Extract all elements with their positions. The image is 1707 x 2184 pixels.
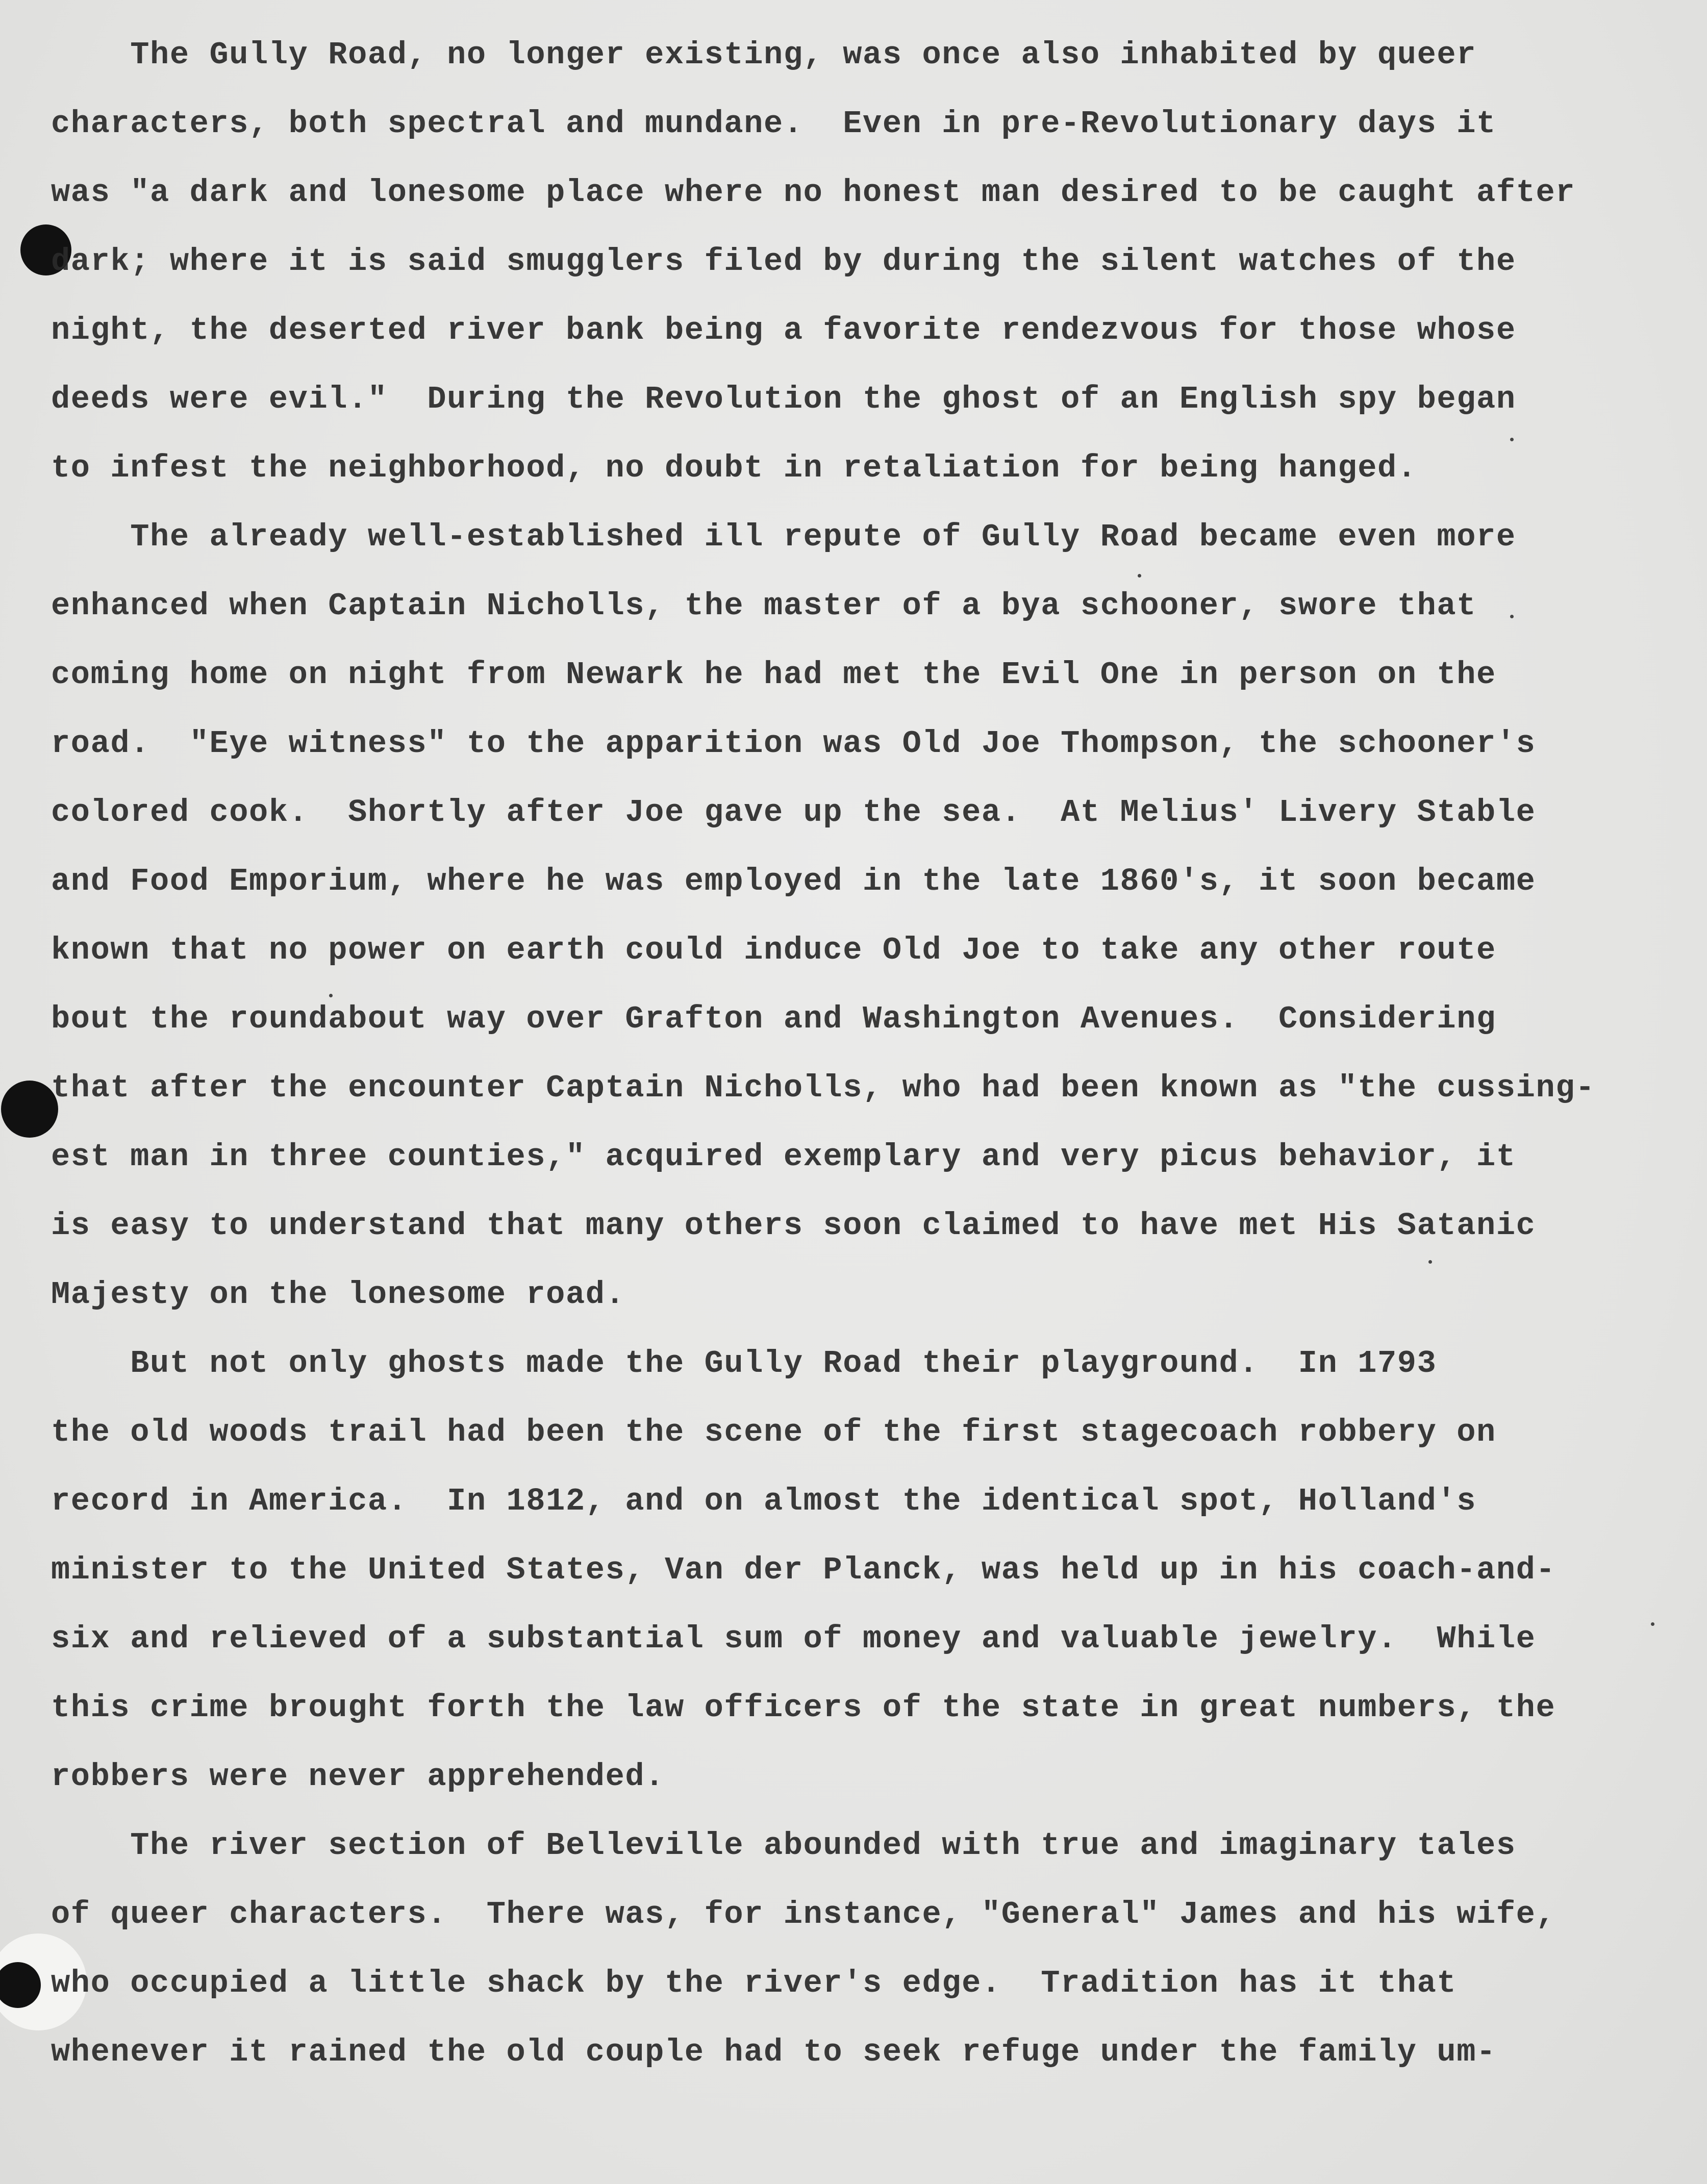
text-line: minister to the United States, Van der Planck, was held up in his coach-and- <box>51 1552 1556 1588</box>
text-line: six and relieved of a substantial sum of money and valuable jewelry. While <box>51 1621 1536 1657</box>
text-line: colored cook. Shortly after Joe gave up the sea. At Melius' Livery Stable <box>51 794 1536 831</box>
text-line: coming home on night from Newark he had met the Evil One in person on the <box>51 657 1496 693</box>
text-line: record in America. In 1812, and on almost the identical spot, Holland's <box>51 1483 1477 1519</box>
text-line: characters, both spectral and mundane. Even in pre-Revolutionary days it <box>51 106 1496 142</box>
text-line: dark; where it is said smugglers filed by during the silent watches of the <box>51 243 1516 280</box>
text-line: robbers were never apprehended. <box>51 1759 665 1795</box>
text-line: night, the deserted river bank being a favorite rendezvous for those whose <box>51 312 1516 348</box>
text-line: enhanced when Captain Nicholls, the master of a bya schooner, swore that <box>51 588 1477 624</box>
text-line: bout the roundabout way over Grafton and Washington Avenues. Considering <box>51 1001 1496 1037</box>
text-line: to infest the neighborhood, no doubt in retaliation for being hanged. <box>51 450 1417 486</box>
text-line: But not only ghosts made the Gully Road their playground. In 1793 <box>51 1345 1437 1382</box>
text-line: The river section of Belleville abounded with true and imaginary tales <box>51 1827 1516 1864</box>
text-line: of queer characters. There was, for instance, "General" James and his wife, <box>51 1896 1556 1932</box>
text-line: who occupied a little shack by the river's edge. Tradition has it that <box>51 1965 1457 2001</box>
text-line: road. "Eye witness" to the apparition was Old Joe Thompson, the schooner's <box>51 725 1536 762</box>
text-line: the old woods trail had been the scene of the first stagecoach robbery on <box>51 1414 1496 1450</box>
text-line: deeds were evil." During the Revolution the ghost of an English spy began <box>51 381 1516 417</box>
text-line: that after the encounter Captain Nicholls, who had been known as "the cussing- <box>51 1070 1595 1106</box>
text-line: The Gully Road, no longer existing, was once also inhabited by queer <box>51 37 1477 73</box>
text-line: Majesty on the lonesome road. <box>51 1276 625 1313</box>
text-line: est man in three counties," acquired exemplary and very picus behavior, it <box>51 1139 1516 1175</box>
punch-hole-middle <box>1 1081 58 1138</box>
text-line: this crime brought forth the law officers of the state in great numbers, the <box>51 1690 1556 1726</box>
text-line: and Food Emporium, where he was employed in the late 1860's, it soon became <box>51 863 1536 899</box>
text-line: whenever it rained the old couple had to seek refuge under the family um- <box>51 2034 1496 2070</box>
text-line: is easy to understand that many others soon claimed to have met His Satanic <box>51 1208 1536 1244</box>
text-line: The already well-established ill repute of Gully Road became even more <box>51 519 1516 555</box>
text-line: was "a dark and lonesome place where no honest man desired to be caught after <box>51 174 1576 211</box>
text-line: known that no power on earth could induce Old Joe to take any other route <box>51 932 1496 968</box>
